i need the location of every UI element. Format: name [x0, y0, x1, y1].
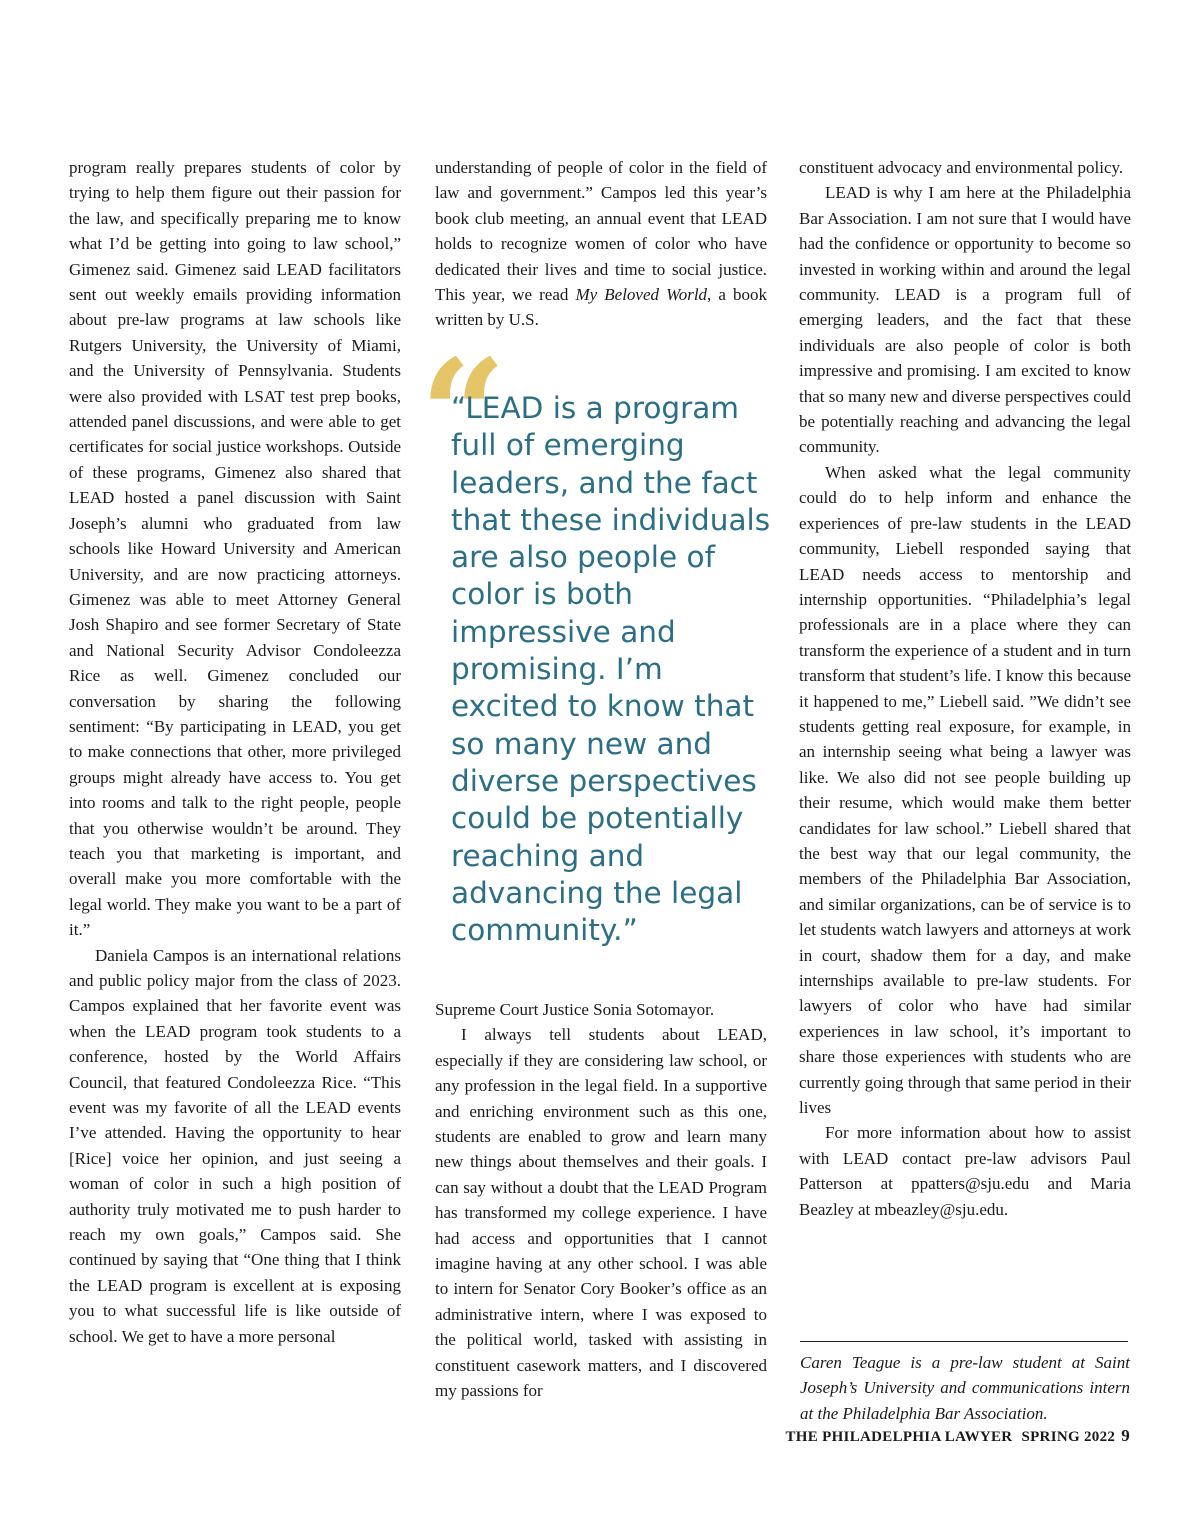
article-column-1: [69, 155, 401, 1349]
body-text: understanding of people of color in the field of law and government.” Campos led this year’s book club meeting, an annual event that LEAD holds to recognize women of color who have dedicated their lives and time to social justice. This year, we read: [435, 158, 767, 305]
body-paragraph: constituent advocacy and environmental policy.: [799, 158, 1124, 177]
quote-mark-icon: “: [420, 327, 507, 503]
body-text: , a book written by U.S.: [435, 285, 768, 330]
issue-date: SPRING 2022: [1021, 1429, 1116, 1445]
body-paragraph: For more information about how to assist with LEAD contact pre-law advisors Paul Patterson at ppatters@sju.edu and Maria Beazley at mbeazley@sju.edu.: [799, 1123, 1131, 1219]
column-2-bottom-text: [435, 997, 767, 1404]
body-paragraph: Supreme Court Justice Sonia Sotomayor.: [435, 1000, 715, 1019]
body-paragraph: When asked what the legal community could do to help inform and enhance the experiences of pre-law students in the LEAD community, Liebell responded saying that LEAD needs access to mentorship and internship opportunities. “Philadelphia’s legal professionals are in a place where they can transform the experience of a student and in turn transform that student’s life. I know this because it happened to me,” Liebell said. ”We didn’t see students getting real exposure, for example, in an internship seeing what being a lawyer was like. We also did not see people building up their resume, which would make them better candidates for law school.” Liebell shared that the best way that our legal community, the members of the Philadelphia Bar Association, and similar organizations, can be of service is to let students watch lawyers and attorneys at work in court, shadow them for a day, and make internships available to pre-law students. For lawyers of color who have had similar experiences in law school, it’s important to share those experiences with students who are currently going through that same period in their lives: [799, 462, 1131, 1118]
author-byline: Caren Teague is a pre-law student at Saint Joseph’s University and communications intern at the Philadelphia Bar Association.: [800, 1353, 1130, 1423]
byline-divider: [800, 1341, 1128, 1342]
body-paragraph: I always tell students about LEAD, especially if they are considering law school, or any profession in the legal field. In a supportive and enriching environment such as this one, students are enabled to grow and learn many new things about themselves and their goals. I can say without a doubt that the LEAD Program has transformed my college experience. I have had access and opportunities that I cannot imagine having at any other school. I was able to intern for Senator Cory Booker’s office as an administrative intern, where I was exposed to the political world, tasked with assisting in constituent casework matters, and I discovered my passions for: [435, 1025, 767, 1401]
body-paragraph: LEAD is why I am here at the Philadelphia Bar Association. I am not sure that I would have had the confidence or opportunity to become so invested in working within and around the legal community. LEAD is a program full of emerging leaders, and the fact that these individuals are also people of color is both impressive and promising. I am excited to know that so many new and diverse perspectives could be potentially reaching and advancing the legal community.: [799, 183, 1131, 457]
page-number: 9: [1121, 1426, 1130, 1445]
book-title: My Beloved World: [575, 285, 708, 305]
page-footer: [786, 1426, 1131, 1446]
article-column-3: [799, 155, 1131, 1222]
publication-name: THE PHILADELPHIA LAWYER: [785, 1429, 1013, 1445]
column-2-top-text: [435, 155, 767, 333]
body-paragraph: program really prepares students of color by trying to help them figure out their passion for the law, and specifically preparing me to know what I’d be getting into going to law school,” Gimenez said. Gimenez said LEAD facilitators sent out weekly emails providing information about pre-law programs at law schools like Rutgers University, the University of Miami, and the University of Pennsylvania. Students were also provided with LSAT test prep books, attended panel discussions, and were able to get certificates for social justice workshops. Outside of these programs, Gimenez also shared that LEAD hosted a panel discussion with Saint Joseph’s alumni who graduated from law schools like Howard University and American University, and are now practicing attorneys. Gimenez was able to meet Attorney General Josh Shapiro and see former Secretary of State and National Security Advisor Condoleezza Rice as well. Gimenez concluded our conversation by sharing the following sentiment: “By participating in LEAD, you get to make connections that other, more privileged groups might already have access to. You get into rooms and talk to the right people, people that you otherwise wouldn’t be around. They teach you that marketing is important, and overall make you more comfortable with the legal world. They make you want to be a part of it.”: [69, 158, 401, 940]
body-paragraph: [435, 155, 767, 333]
pull-quote: “LEAD is a program full of emerging leaders, and the fact that these individuals are also people of color is both impressive and promising. I’m excited to know that so many new and diverse perspectives could be potentially reaching and advancing the legal community.”: [451, 391, 771, 948]
body-paragraph: Daniela Campos is an international relations and public policy major from the class of 2023. Campos explained that her favorite event was when the LEAD program took students to a conference, hosted by the World Affairs Council, that featured Condoleezza Rice. “This event was my favorite of all the LEAD events I’ve attended. Having the opportunity to hear [Rice] voice her opinion, and just seeing a woman of color in such a high position of authority truly motivated me to push harder to reach my own goals,” Campos said. She continued by saying that “One thing that I think the LEAD program is excellent at is exposing you to what successful life is like outside of school. We get to have a more personal: [69, 945, 401, 1346]
